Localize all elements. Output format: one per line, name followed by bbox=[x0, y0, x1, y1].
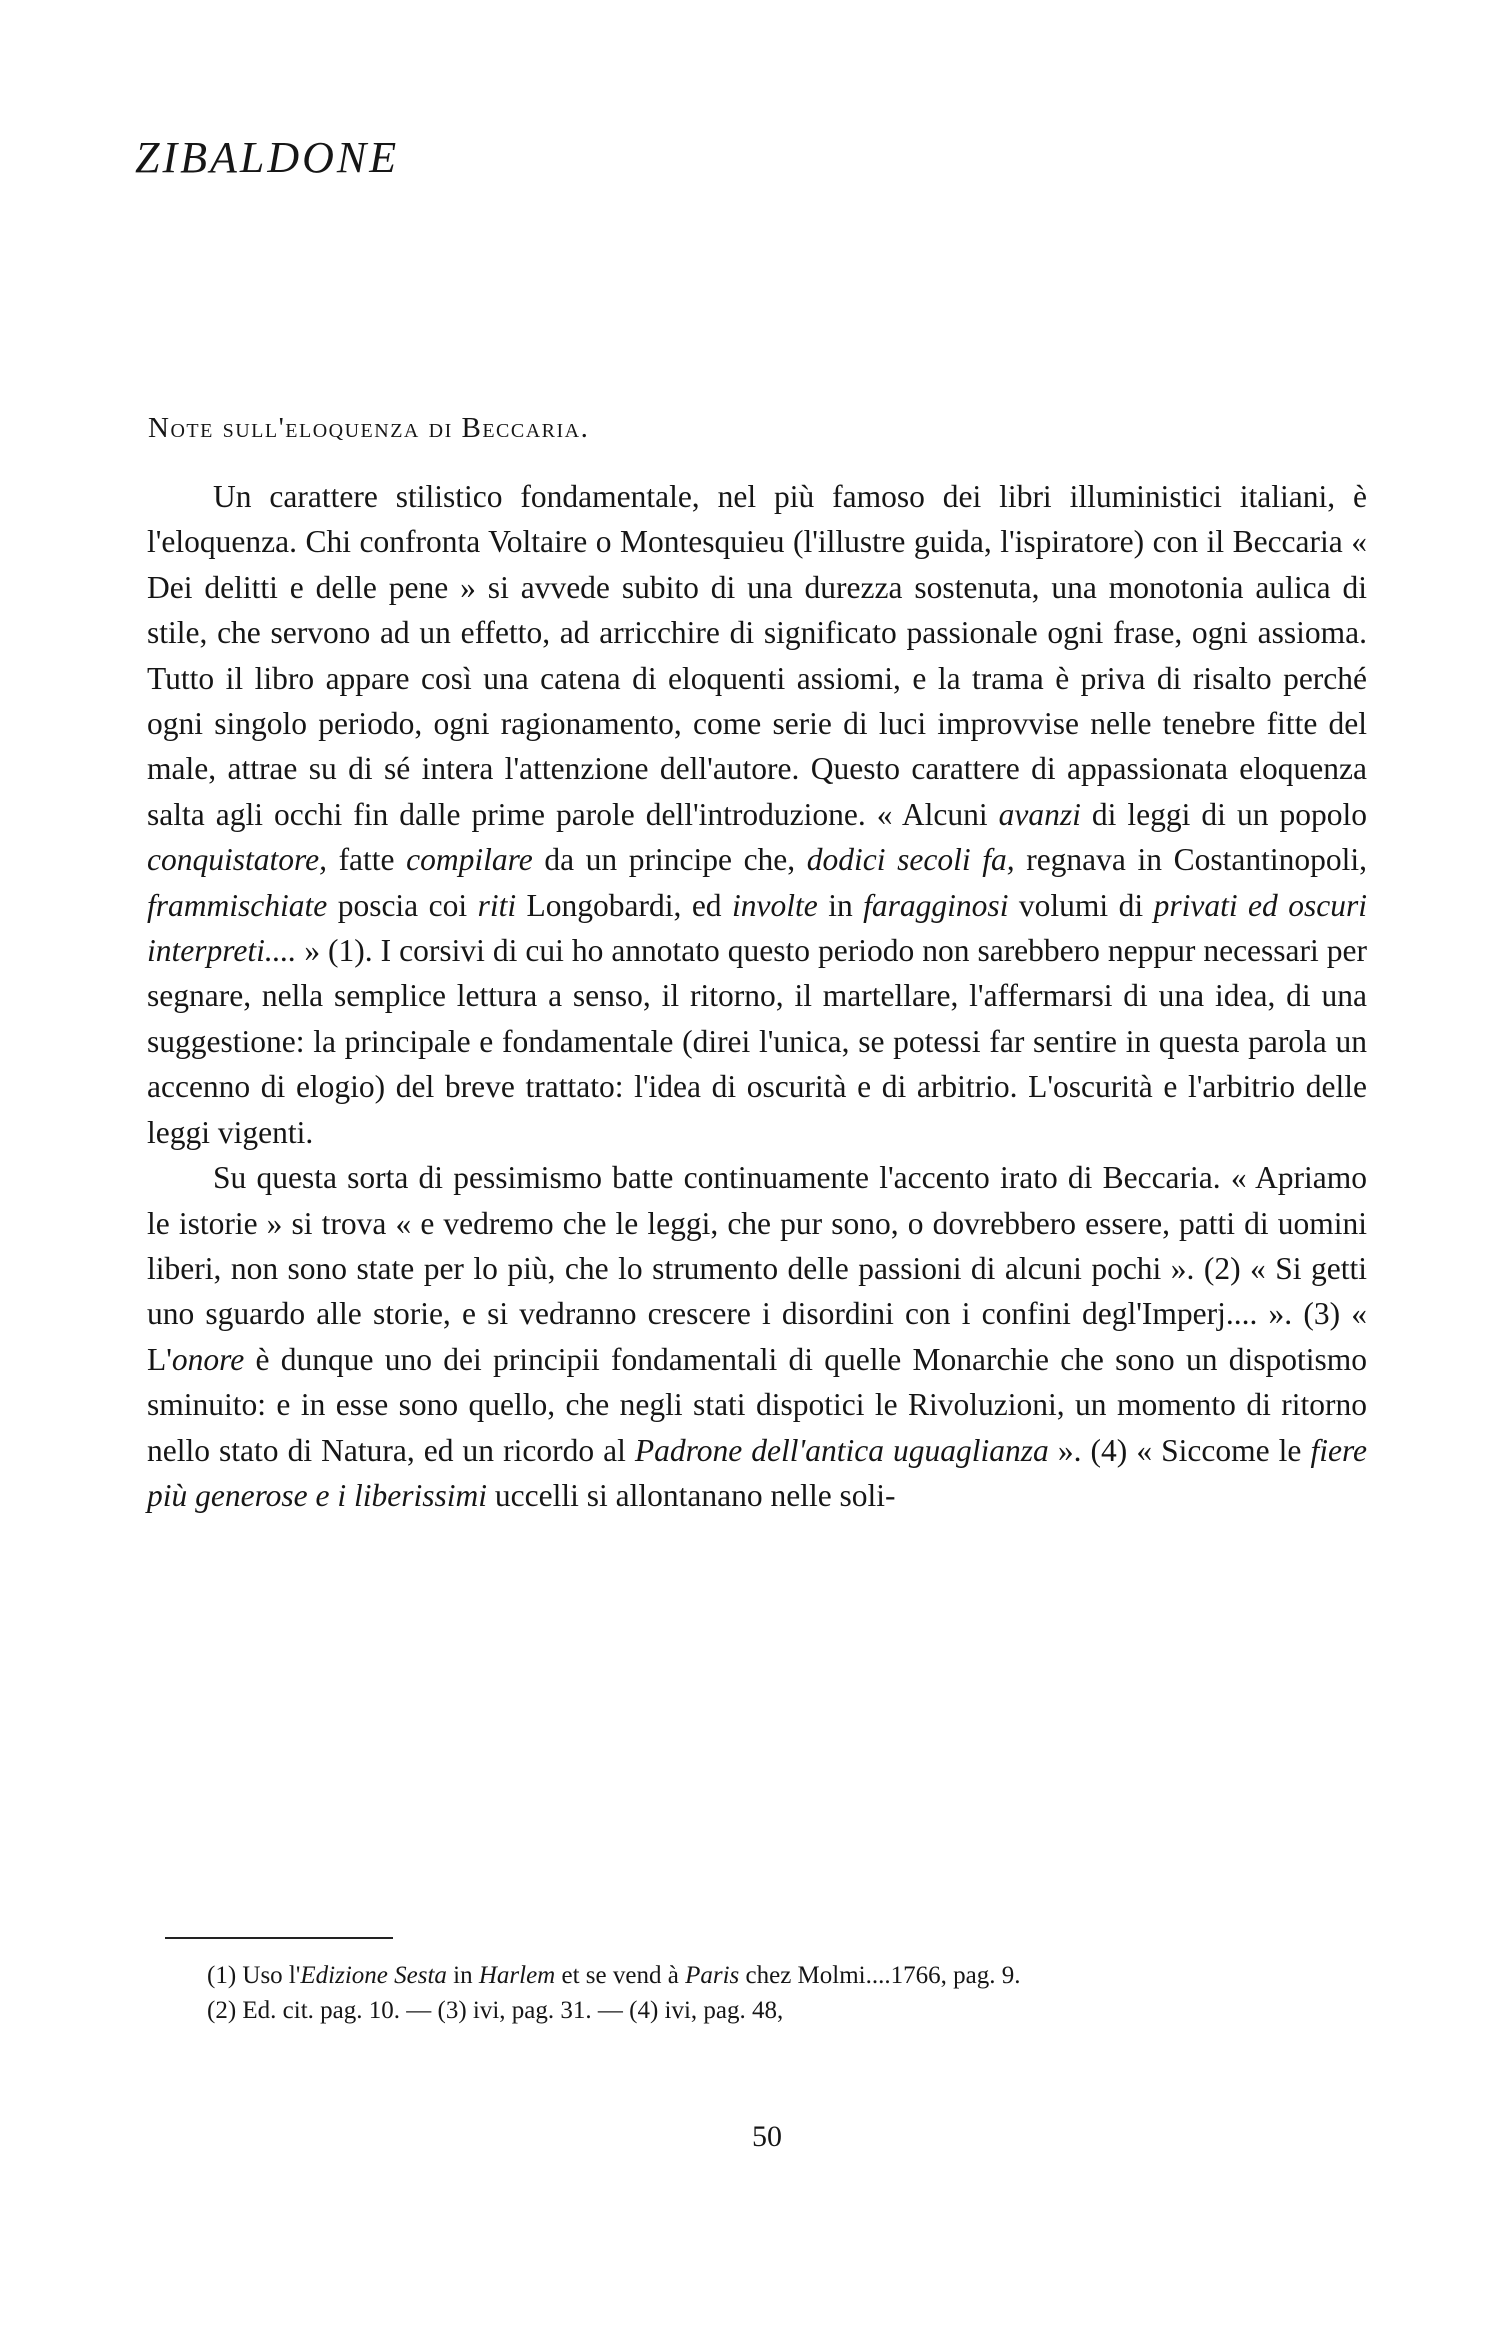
italic-emphasis: faragginosi bbox=[863, 887, 1009, 923]
italic-emphasis: onore bbox=[171, 1341, 245, 1377]
page-number: 50 bbox=[752, 2120, 782, 2153]
italic-emphasis: frammischiate bbox=[147, 887, 328, 923]
italic-emphasis: Padrone dell'antica uguaglianza bbox=[634, 1432, 1049, 1468]
italic-emphasis: fiere più generose e i liberissimi bbox=[147, 1432, 1368, 1513]
italic-emphasis: dodici secoli fa, bbox=[806, 842, 1015, 878]
footnotes bbox=[147, 1958, 1367, 2028]
italic-emphasis: riti bbox=[477, 887, 517, 923]
running-title: ZIBALDONE bbox=[135, 133, 400, 182]
body-text bbox=[147, 474, 1367, 1518]
paragraph: Su questa sorta di pessimismo batte continuamente l'accento irato di Beccaria. « Apriamo le istorie » si trova « e vedremo che le leggi, che pur sono, o dovrebbero essere, patti di uomini liberi, non sono state per lo più, che lo strumento delle passioni di alcuni pochi ». (2) « Si getti uno sguardo alle storie, e si vedranno crescere i disordini con i confini degl'Imperj.... ». (3) « L'onore è dunque uno dei principii fondamentali di quelle Monarchie che sono un dispotismo sminuito: e in esse sono quello, che negli stati dispotici le Rivoluzioni, un momento di ritorno nello stato di Natura, ed un ricordo al Padrone dell'antica uguaglianza ». (4) « Siccome le fiere più generose e i liberissimi uccelli si allontanano nelle soli- bbox=[147, 1160, 1368, 1513]
italic-emphasis: Harlem bbox=[478, 1962, 556, 1989]
footnote-2: (2) Ed. cit. pag. 10. — (3) ivi, pag. 31. — (4) ivi, pag. 48, bbox=[207, 1997, 784, 2024]
paragraph: Un carattere stilistico fondamentale, nel più famoso dei libri illuministici italiani, è l'eloquenza. Chi confronta Voltaire o Montesquieu (l'illustre guida, l'ispiratore) con il Beccaria « Dei delitti e delle pene » si avvede subito di una durezza sostenuta, una monotonia aulica di stile, che servono ad un effetto, ad arricchire di significato passionale ogni frase, ogni assioma. Tutto il libro appare così una catena di eloquenti assiomi, e la trama è priva di risalto perché ogni singolo periodo, ogni ragionamento, come serie di luci improvvise nelle tenebre fitte del male, attrae su di sé intera l'attenzione dell'autore. Questo carattere di appassionata eloquenza salta agli occhi fin dalle prime parole dell'introduzione. « Alcuni avanzi di leggi di un popolo conquistatore, fatte compilare da un principe che, dodici secoli fa, regnava in Costantinopoli, frammischiate poscia coi riti Longobardi, ed involte in faragginosi volumi di privati ed oscuri interpreti.... » (1). I corsivi di cui ho annotato questo periodo non sarebbero neppur necessari per segnare, nella semplice lettura a senso, il ritorno, il martellare, l'affermarsi di una idea, di una suggestione: la principale e fondamentale (direi l'unica, se potessi far sentire in questa parola un accenno di elogio) del breve trattato: l'idea di oscurità e di arbitrio. L'oscurità e l'arbitrio delle leggi vigenti. bbox=[147, 479, 1368, 1150]
italic-emphasis: privati ed oscuri interpreti.... bbox=[147, 887, 1367, 969]
italic-emphasis: conquistatore, bbox=[147, 842, 327, 878]
italic-emphasis: involte bbox=[732, 887, 818, 923]
italic-emphasis: avanzi bbox=[998, 796, 1081, 832]
footnote-1: (1) Uso l'Edizione Sesta in Harlem et se vend à Paris chez Molmi....1766, pag. 9. bbox=[207, 1962, 1021, 1989]
footnote-separator bbox=[165, 1937, 393, 1939]
italic-emphasis: Paris bbox=[685, 1962, 740, 1989]
italic-emphasis: compilare bbox=[406, 842, 533, 878]
section-heading: Note sull'eloquenza di Beccaria. bbox=[148, 412, 590, 444]
italic-emphasis: Edizione Sesta bbox=[300, 1962, 447, 1989]
